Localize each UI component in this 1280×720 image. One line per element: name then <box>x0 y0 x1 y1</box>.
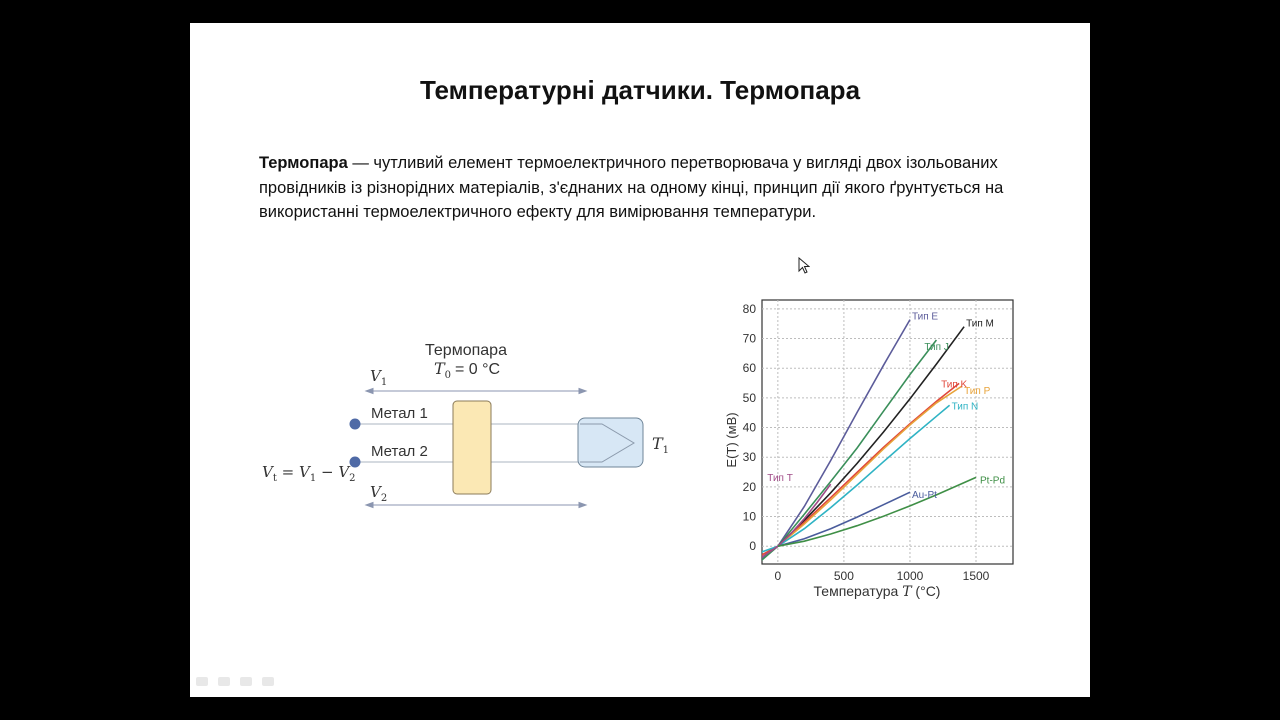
slide-title: Температурні датчики. Термопара <box>419 75 861 105</box>
x-tick-label: 500 <box>833 569 854 583</box>
series-label: Тип P <box>964 386 991 398</box>
y-tick-label: 30 <box>742 450 756 465</box>
vt-formula: $V_t = V_1 - V_2$ <box>262 463 356 484</box>
prev-slide-icon[interactable] <box>196 677 208 686</box>
definition-text: — чутливий елемент термоелектричного перетворювача у вигляді двох ізольованих провідників із різнорідних матеріалів, з'єднаних на одному кінці, принцип дії якого ґрунтується на використанні термоелектричного ефекту для вимірювання температури. <box>259 154 1004 221</box>
term: Термопара <box>259 154 348 172</box>
pen-icon[interactable] <box>218 677 230 686</box>
x-axis-label: Температура T (°C) <box>813 583 941 600</box>
y-tick-label: 70 <box>742 331 756 346</box>
metal-1-label: Метал 1 <box>371 405 428 422</box>
metal-2-label: Метал 2 <box>371 443 428 460</box>
series-label: Тип K <box>941 379 968 391</box>
y-tick-label: 80 <box>742 301 756 316</box>
series-label: Тип T <box>767 472 793 484</box>
mouse-cursor-icon <box>798 257 810 275</box>
y-tick-label: 10 <box>742 509 756 524</box>
series-label: Тип M <box>966 318 994 330</box>
y-axis-label: E(T) (мВ) <box>724 412 739 468</box>
v2-label: $V_2$ <box>370 483 388 504</box>
y-tick-label: 20 <box>742 479 756 494</box>
x-tick-label: 0 <box>774 569 782 583</box>
series-label: Тип E <box>911 311 939 323</box>
slides-grid-icon[interactable] <box>240 677 252 686</box>
x-tick-label: 1000 <box>896 569 924 583</box>
t0-symbol: $T_0$ <box>434 359 452 381</box>
y-tick-label: 50 <box>742 390 756 405</box>
y-tick-label: 40 <box>742 420 756 435</box>
t1-label: $T_1$ <box>652 434 670 456</box>
next-slide-icon[interactable] <box>262 677 274 686</box>
series-label: Pt-Pd <box>980 475 1006 487</box>
x-tick-label: 1500 <box>962 569 990 583</box>
series-label: Au-Pt <box>911 490 937 502</box>
diagram-title: Термопара <box>425 342 507 359</box>
t0-value: = 0 °C <box>455 361 501 378</box>
series-label: Тип N <box>951 401 979 413</box>
y-tick-label: 60 <box>742 361 756 376</box>
v1-label: $V_1$ <box>370 367 388 388</box>
y-tick-label: 0 <box>749 539 756 554</box>
series-label: Тип J <box>924 342 949 354</box>
slideshow-toolbar <box>196 677 274 686</box>
